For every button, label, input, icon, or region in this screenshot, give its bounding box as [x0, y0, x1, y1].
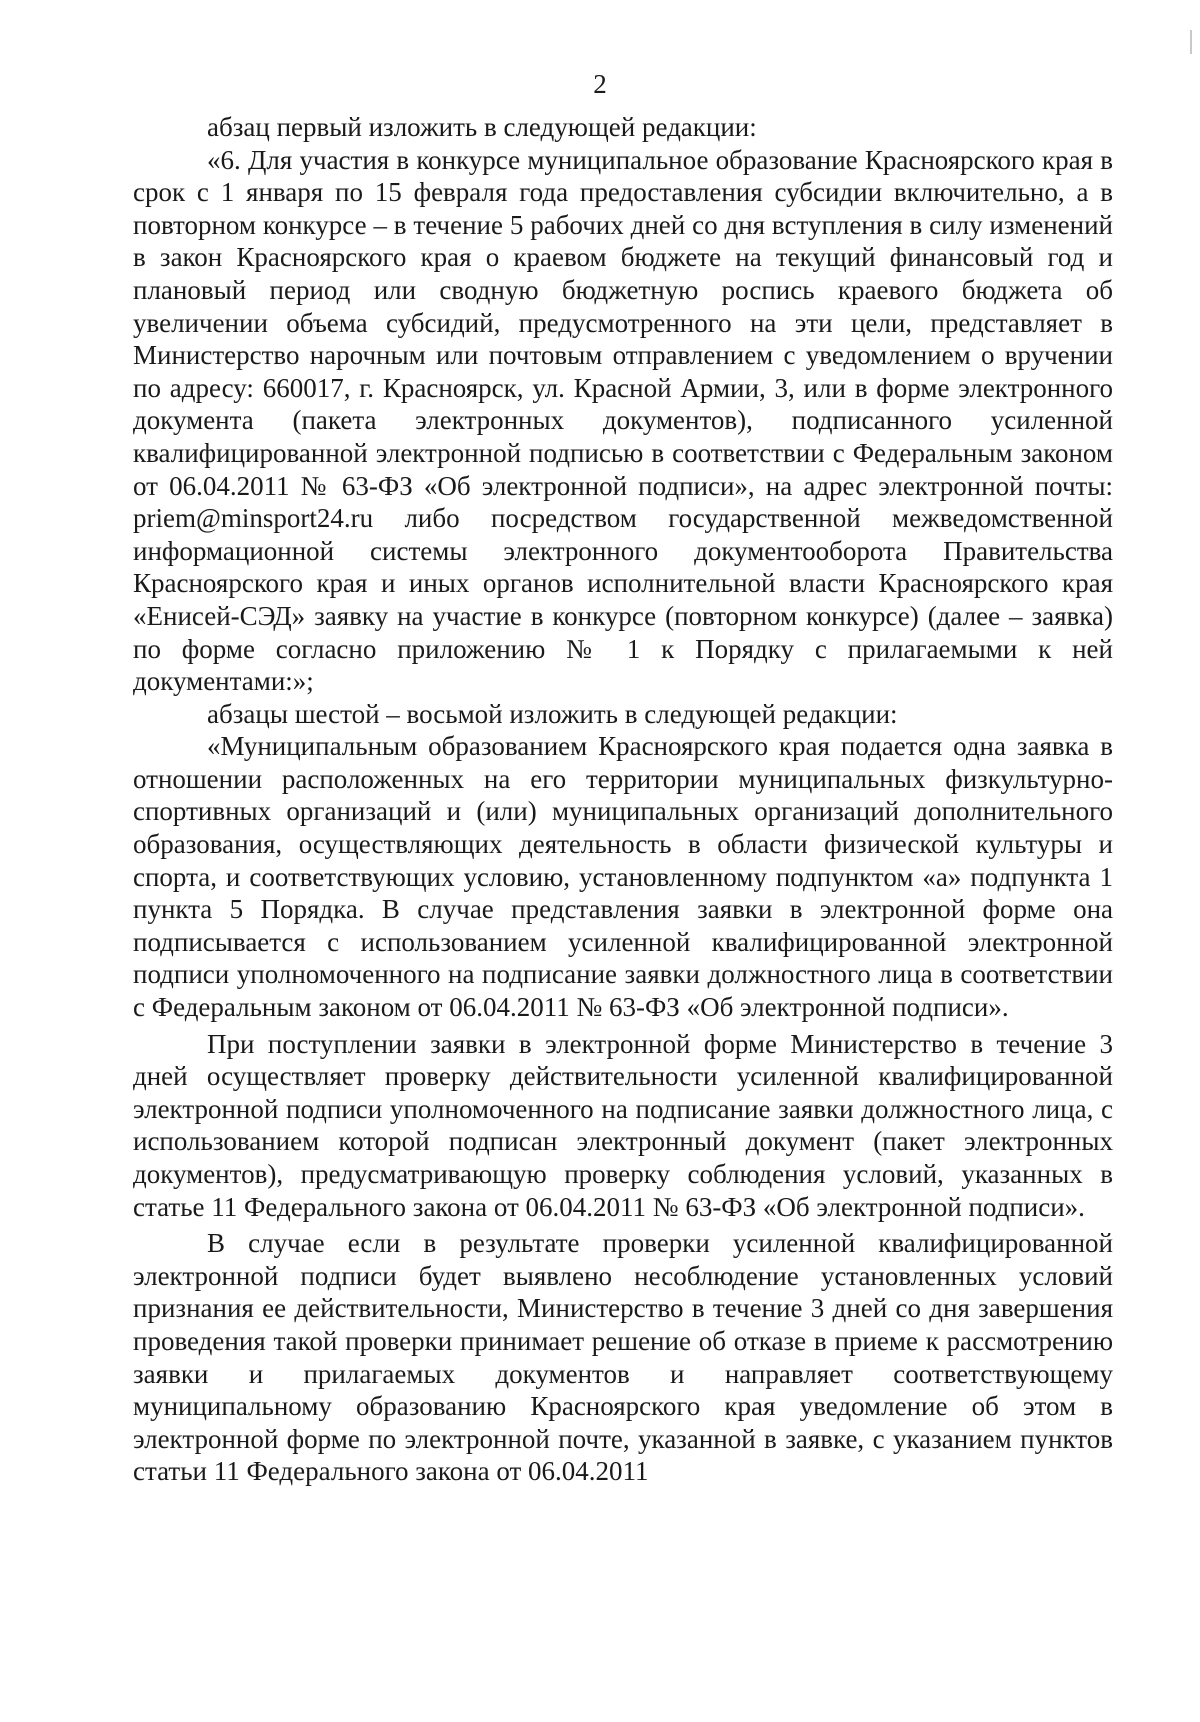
- scan-margin-mark: [1190, 30, 1192, 54]
- paragraph-single-application: «Муниципальным образованием Красноярского края подается одна заявка в отношении расположенных на его территории муниципальных физкультурно-спортивных организаций и (или) муниципальных организаций дополнительного образования, осуществляющих деятельность в области физической культуры и спорта, и соответствующих условию, установленному подпунктом «а» подпункта 1 пункта 5 Порядка. В случае представления заявки в электронной форме она подписывается с использованием усиленной квалифицированной электронной подписи уполномоченного на подписание заявки должностного лица в соответствии с Федеральным законом от 06.04.2011 № 63-ФЗ «Об электронной подписи».: [133, 731, 1113, 1023]
- paragraph-signature-check: При поступлении заявки в электронной форме Министерство в течение 3 дней осуществляет проверку действительности усиленной квалифицированной электронной подписи уполномоченного на подписание заявки должностного лица, с использованием которой подписан электронный документ (пакет электронных документов), предусматривающую проверку соблюдения условий, указанных в статье 11 Федерального закона от 06.04.2011 № 63-ФЗ «Об электронной подписи».: [133, 1028, 1113, 1222]
- paragraph-intro-sixth-eighth: абзацы шестой – восьмой изложить в следующей редакции:: [207, 698, 898, 729]
- page-number: 2: [593, 69, 607, 99]
- paragraph-item-6: «6. Для участия в конкурсе муниципальное образование Красноярского края в срок с 1 января по 15 февраля года предоставления субсидии включительно, а в повторном конкурсе – в течение 5 рабочих дней со дня вступления в силу изменений в закон Красноярского края о краевом бюджете на текущий финансовый год и плановый период или сводную бюджетную роспись краевого бюджета об увеличении объема субсидий, предусмотренного на эти цели, представляет в Министерство нарочным или почтовым отправлением с уведомлением о вручении по адресу: 660017, г. Красноярск, ул. Красной Армии, 3, или в форме электронного документа (пакета электронных документов), подписанного усиленной квалифицированной электронной подписью в соответствии с Федеральным законом от 06.04.2011 № 63-ФЗ «Об электронной подписи», на адрес электронной почты: priem@minsport24.ru либо посредством государственной межведомственной информационной системы электронного документооборота Правительства Красноярского края и иных органов исполнительной власти Красноярского края «Енисей-СЭД» заявку на участие в конкурсе (повторном конкурсе) (далее – заявка) по форме согласно приложению № 1 к Порядку с прилагаемыми к ней документами:»;: [133, 144, 1113, 697]
- document-body: [133, 111, 1113, 1488]
- paragraph-intro-first: абзац первый изложить в следующей редакции:: [207, 112, 757, 142]
- paragraph-refusal: В случае если в результате проверки усиленной квалифицированной электронной подписи будет выявлено несоблюдение установленных условий признания ее действительности, Министерство в течение 3 дней со дня завершения проведения такой проверки принимает решение об отказе в приеме к рассмотрению заявки и прилагаемых документов и направляет соответствующему муниципальному образованию Красноярского края уведомление об этом в электронной форме по электронной почте, указанной в заявке, с указанием пунктов статьи 11 Федерального закона от 06.04.2011: [133, 1228, 1113, 1487]
